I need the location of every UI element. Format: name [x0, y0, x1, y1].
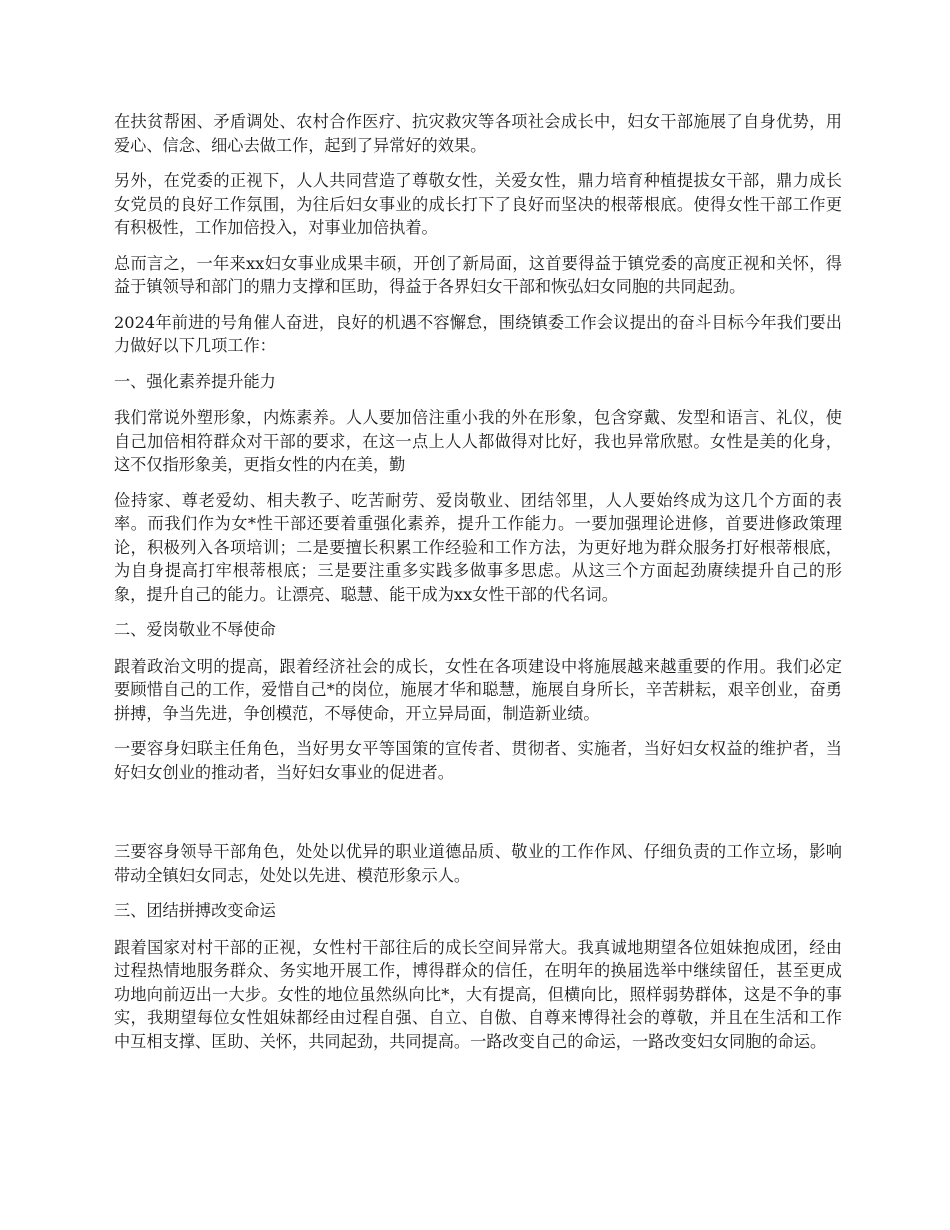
section-heading-2: 二、爱岗敬业不辱使命	[114, 620, 276, 639]
paragraph-2: 另外，在党委的正视下，人人共同营造了尊敬女性，关爱女性，鼎力培育种植提拔女干部，鼎力成长女党员的良好工作氛围，为往后妇女事业的成长打下了良好而坚决的根蒂根底。使得女性干部工作更有积极性，工作加倍投入，对事业加倍执着。	[114, 171, 842, 237]
section-heading-3: 三、团结拼搏改变命运	[114, 901, 276, 920]
paragraph-8: 一要容身妇联主任角色，当好男女平等国策的宣传者、贯彻者、实施者，当好妇女权益的维护者，当好妇女创业的推动者，当好妇女事业的促进者。	[114, 739, 842, 782]
paragraph-7: 跟着政治文明的提高，跟着经济社会的成长，女性在各项建设中将施展越来越重要的作用。我们必定要顾惜自己的工作，爱惜自己*的岗位，施展才华和聪慧，施展自身所长，辛苦耕耘，艰辛创业，奋勇拼搏，争当先进，争创模范，不辱使命，开立异局面，制造新业绩。	[114, 656, 842, 723]
paragraph-9: 三要容身领导干部角色，处处以优异的职业道德品质、敬业的工作作风、仔细负责的工作立场，影响带动全镇妇女同志，处处以先进、模范形象示人。	[114, 842, 842, 885]
document-body	[114, 110, 842, 1065]
paragraph-6: 俭持家、尊老爱幼、相夫教子、吃苦耐劳、爱岗敬业、团结邻里，人人要始终成为这几个方面的表率。而我们作为女*性干部还要着重强化素养，提升工作能力。一要加强理论进修，首要进修政策理论，积极列入各项培训；二是要擅长积累工作经验和工作方法，为更好地为群众服务打好根蒂根底，为自身提高打牢根蒂根底；三是要注重多实践多做事多思虑。从这三个方面起劲赓续提升自己的形象，提升自己的能力。让漂亮、聪慧、能干成为xx女性干部的代名词。	[114, 490, 842, 604]
paragraph-5: 我们常说外塑形象，内炼素养。人人要加倍注重小我的外在形象，包含穿戴、发型和语言、礼仪，使自己加倍相符群众对干部的要求，在这一点上人人都做得对比好，我也异常欣慰。女性是美的化身，这不仅指形象美，更指女性的内在美，勤	[114, 408, 842, 474]
paragraph-4: 2024年前进的号角催人奋进，良好的机遇不容懈怠，围绕镇委工作会议提出的奋斗目标今年我们要出力做好以下几项工作：	[114, 312, 842, 355]
paragraph-10: 跟着国家对村干部的正视，女性村干部往后的成长空间异常大。我真诚地期望各位姐妹抱成团，经由过程热情地服务群众、务实地开展工作，博得群众的信任，在明年的换届选举中继续留任，甚至更成功地向前迈出一大步。女性的地位虽然纵向比*，大有提高，但横向比，照样弱势群体，这是不争的事实，我期望每位女性姐妹都经由过程自强、自立、自傲、自尊来博得社会的尊敬，并且在生活和工作中互相支撑、匡助、关怀，共同起劲，共同提高。一路改变自己的命运，一路改变妇女同胞的命运。	[114, 937, 842, 1051]
paragraph-3: 总而言之，一年来xx妇女事业成果丰硕，开创了新局面，这首要得益于镇党委的高度正视和关怀，得益于镇领导和部门的鼎力支撑和匡助，得益于各界妇女干部和恢弘妇女同胞的共同起劲。	[114, 253, 842, 296]
section-heading-1: 一、强化素养提升能力	[114, 371, 276, 391]
blank-gap	[114, 796, 842, 840]
paragraph-1: 在扶贫帮困、矛盾调处、农村合作医疗、抗灾救灾等各项社会成长中，妇女干部施展了自身优势，用爱心、信念、细心去做工作，起到了异常好的效果。	[114, 112, 842, 155]
